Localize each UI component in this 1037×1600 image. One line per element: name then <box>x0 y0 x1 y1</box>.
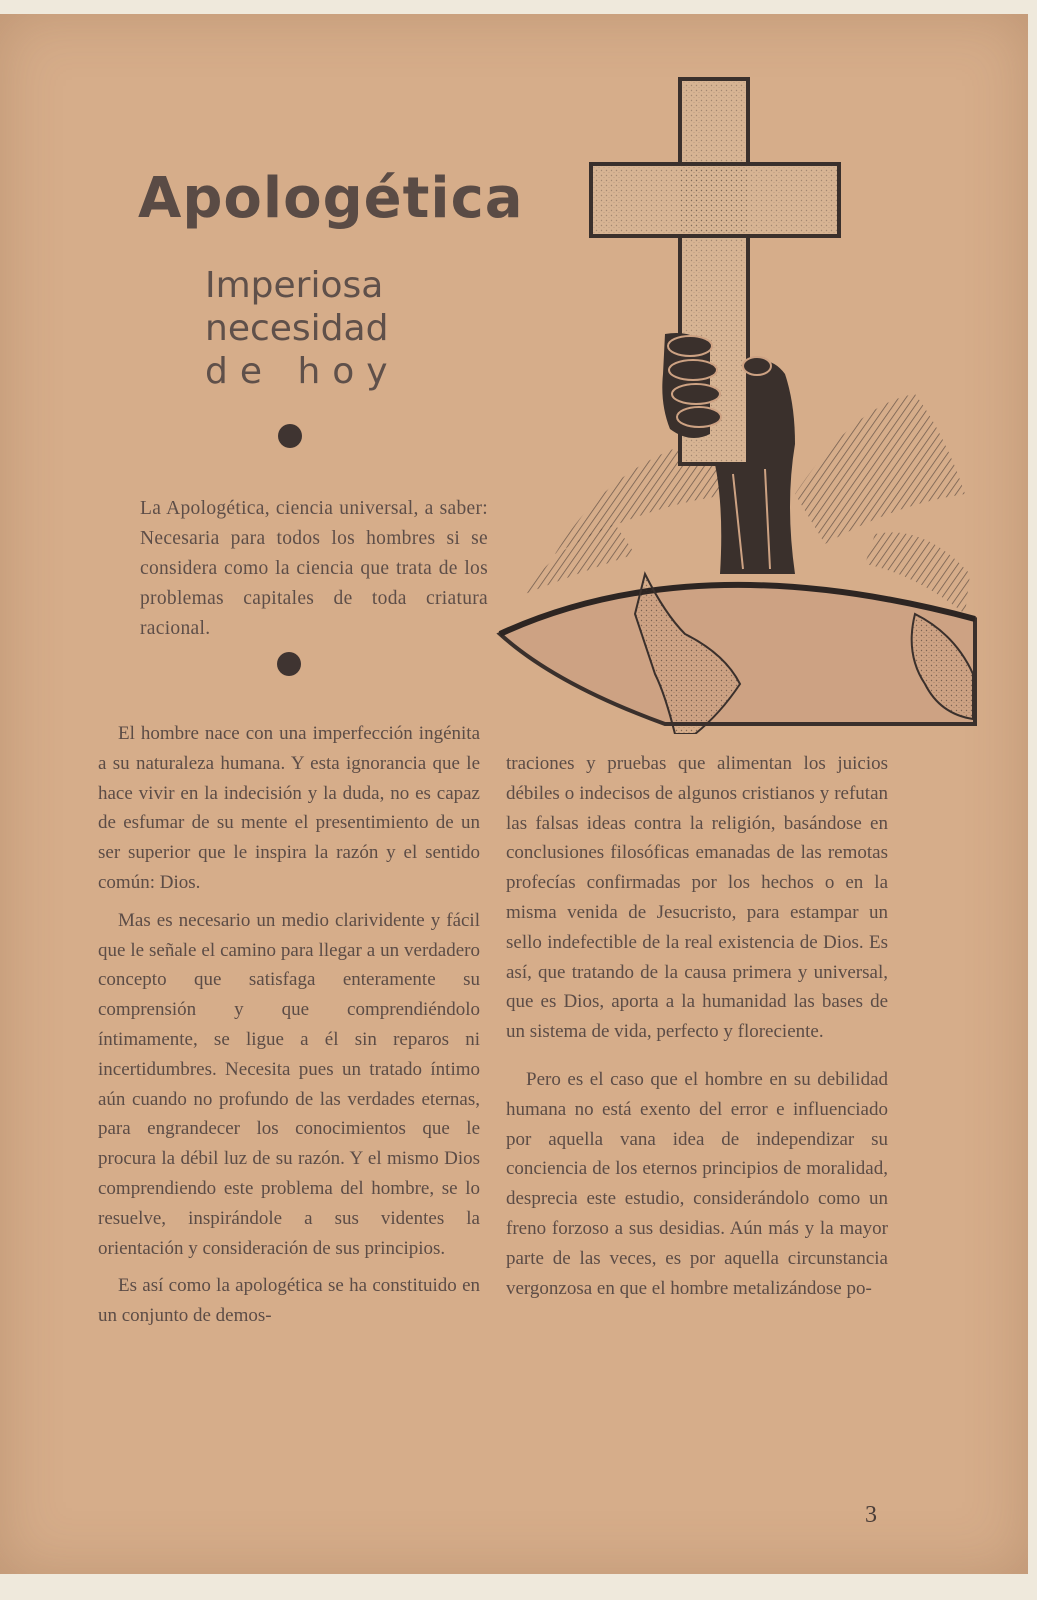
cross-illustration <box>495 74 985 734</box>
magazine-page <box>0 14 1028 1574</box>
paragraph: Es así como la apologética se ha constituido en un conjunto de demos- <box>98 1275 480 1327</box>
paragraph: El hombre nace con una imperfección ingénita a su naturaleza humana. Y esta ignorancia que le hace vivir en la indecisión y la duda, no es capaz de esfumar de su mente el presentimiento de un ser superior que le inspira la razón y el sentido común: Dios. <box>98 723 480 893</box>
right-column <box>506 749 888 1303</box>
paragraph: Mas es necesario un medio clarividente y fácil que le señale el camino para llegar a un verdadero concepto que satisfaga enteramente su comprensión y que comprendiéndolo íntimamente, se ligue a él sin reparos ni incertidumbres. Necesita pues un tratado íntimo aún cuando no profundo de las verdades eternas, para engrandecer los conocimientos que le procura la débil luz de su razón. Y el mismo Dios comprendiendo este problema del hombre, se lo resuelve, inspirándole a sus videntes la orientación y consideración de sus principios. <box>98 909 480 1259</box>
subtitle-line-2: necesidad <box>205 308 389 349</box>
article-title: Apologética <box>138 166 524 231</box>
article-subtitle <box>205 264 400 393</box>
subtitle-line-1: Imperiosa <box>205 265 384 306</box>
paragraph: traciones y pruebas que alimentan los juicios débiles o indecisos de algunos cristianos y refutan las falsas ideas contra la religión, basándose en conclusiones filosóficas emanadas de las remotas profecías confirmadas por los hechos o en la misma venida de Jesucristo, para estampar un sello indefectible de la real existencia de Dios. Es así, que tratando de la causa primera y universal, que es Dios, aporta a la humanidad las bases de un sistema de vida, perfecto y floreciente. <box>506 753 888 1043</box>
paragraph: Pero es el caso que el hombre en su debilidad humana no está exento del error e influenciado por aquella vana idea de independizar su conciencia de los eternos principios de moralidad, desprecia este estudio, considerándolo como un freno forzoso a sus desidias. Aún más y la mayor parte de las veces, es por aquella circunstancia vergonzosa en que el hombre metalizándose po- <box>506 1068 888 1299</box>
bullet-dot-icon <box>278 424 302 448</box>
page-number: 3 <box>865 1502 877 1528</box>
bullet-dot-icon <box>277 652 301 676</box>
subtitle-line-3: de hoy <box>205 351 400 392</box>
left-column <box>98 719 480 1331</box>
cross-icon <box>591 79 839 464</box>
intro-paragraph: La Apologética, ciencia universal, a saber: Necesaria para todos los hombres si se considera como la ciencia que trata de los problemas capitales de toda criatura racional. <box>140 498 488 639</box>
